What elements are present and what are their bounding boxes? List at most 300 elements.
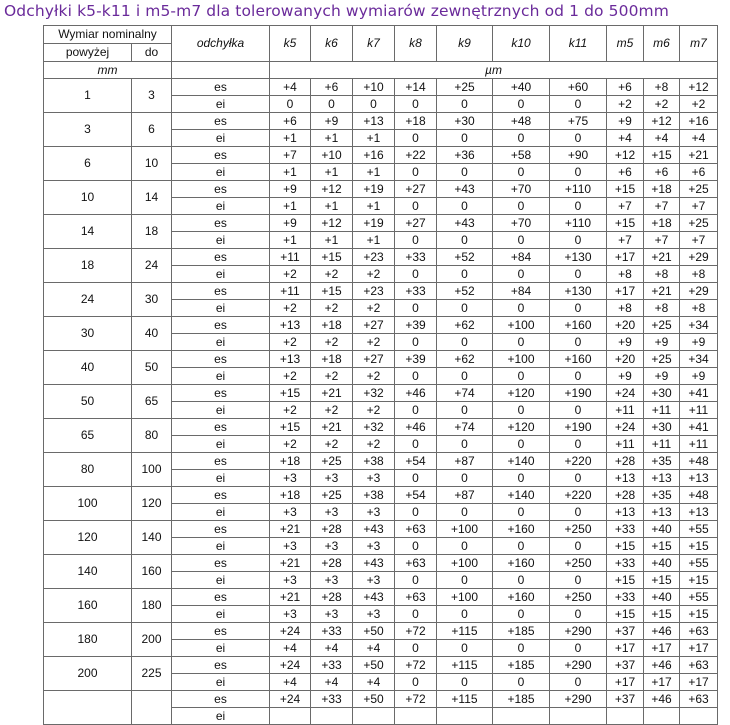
es-value-cell: +25 <box>680 215 718 232</box>
ei-value-cell: +15 <box>644 606 680 623</box>
ei-value-cell: +13 <box>607 470 644 487</box>
es-value-cell: +27 <box>353 351 395 368</box>
class-header: m7 <box>680 26 718 62</box>
ei-value-cell: +8 <box>680 266 718 283</box>
ei-value-cell: 0 <box>493 266 550 283</box>
es-value-cell: +22 <box>395 147 437 164</box>
table-row <box>44 317 718 334</box>
ei-value-cell: 0 <box>395 334 437 351</box>
ei-value-cell: 0 <box>550 164 607 181</box>
ei-value-cell: 0 <box>437 334 493 351</box>
es-value-cell: +39 <box>395 317 437 334</box>
ei-value-cell: 0 <box>437 436 493 453</box>
nominal-above-cell: 10 <box>44 181 132 215</box>
deviation-label-es: es <box>172 521 270 538</box>
es-value-cell: +41 <box>680 385 718 402</box>
es-value-cell: +140 <box>493 453 550 470</box>
ei-value-cell: +1 <box>311 164 353 181</box>
ei-value-cell: 0 <box>493 402 550 419</box>
es-value-cell: +36 <box>437 147 493 164</box>
ei-value-cell: +2 <box>353 402 395 419</box>
es-value-cell: +28 <box>311 555 353 572</box>
ei-value-cell: 0 <box>437 640 493 657</box>
deviation-label-ei: ei <box>172 538 270 555</box>
es-value-cell: +28 <box>607 487 644 504</box>
es-value-cell: +110 <box>550 181 607 198</box>
ei-value-cell: +3 <box>311 538 353 555</box>
es-value-cell: +12 <box>644 113 680 130</box>
deviation-label-ei: ei <box>172 606 270 623</box>
es-value-cell: +130 <box>550 283 607 300</box>
es-value-cell: +37 <box>607 691 644 708</box>
es-value-cell: +9 <box>311 113 353 130</box>
table-row <box>44 181 718 198</box>
ei-value-cell: 0 <box>395 572 437 589</box>
es-value-cell: +9 <box>607 113 644 130</box>
ei-value-cell: +1 <box>311 130 353 147</box>
ei-value-cell: 0 <box>395 470 437 487</box>
es-value-cell: +23 <box>353 249 395 266</box>
table-row <box>44 249 718 266</box>
es-value-cell: +25 <box>680 181 718 198</box>
ei-value-cell: +2 <box>311 334 353 351</box>
ei-value-cell: +2 <box>353 334 395 351</box>
es-value-cell: +15 <box>311 249 353 266</box>
ei-value-cell: 0 <box>437 198 493 215</box>
mm-unit-label: mm <box>44 62 172 79</box>
deviation-label-ei: ei <box>172 572 270 589</box>
es-value-cell: +185 <box>493 691 550 708</box>
ei-value-cell: +17 <box>607 674 644 691</box>
ei-value-cell: +4 <box>270 640 311 657</box>
ei-value-cell: +17 <box>644 640 680 657</box>
es-value-cell: +13 <box>270 317 311 334</box>
table-row <box>44 215 718 232</box>
ei-value-cell: +15 <box>607 606 644 623</box>
es-value-cell: +46 <box>395 385 437 402</box>
deviation-label-ei: ei <box>172 368 270 385</box>
ei-value-cell: 0 <box>493 538 550 555</box>
table-row <box>44 691 718 708</box>
deviation-label-es: es <box>172 691 270 708</box>
es-value-cell: +75 <box>550 113 607 130</box>
ei-value-cell: +9 <box>680 334 718 351</box>
ei-value-cell: 0 <box>493 606 550 623</box>
es-value-cell: +21 <box>311 385 353 402</box>
ei-value-cell: +2 <box>270 266 311 283</box>
es-value-cell: +35 <box>644 487 680 504</box>
deviation-label-es: es <box>172 215 270 232</box>
deviation-label-es: es <box>172 657 270 674</box>
es-value-cell: +21 <box>270 521 311 538</box>
ei-value-cell: 0 <box>493 368 550 385</box>
es-value-cell: +12 <box>311 181 353 198</box>
ei-value-cell <box>395 708 437 725</box>
nominal-to-cell: 120 <box>132 487 172 521</box>
es-value-cell: +24 <box>607 419 644 436</box>
nominal-to-cell: 30 <box>132 283 172 317</box>
es-value-cell: +28 <box>607 453 644 470</box>
es-value-cell: +40 <box>644 589 680 606</box>
es-value-cell: +9 <box>270 215 311 232</box>
table-row <box>44 147 718 164</box>
es-value-cell: +250 <box>550 589 607 606</box>
nominal-above-cell <box>44 691 132 725</box>
ei-value-cell: +8 <box>607 266 644 283</box>
es-value-cell: +250 <box>550 555 607 572</box>
es-value-cell: +7 <box>270 147 311 164</box>
ei-value-cell: 0 <box>550 402 607 419</box>
es-value-cell: +115 <box>437 657 493 674</box>
es-value-cell: +160 <box>550 351 607 368</box>
es-value-cell: +190 <box>550 385 607 402</box>
es-value-cell: +16 <box>680 113 718 130</box>
ei-value-cell: +7 <box>644 198 680 215</box>
ei-value-cell: +2 <box>311 368 353 385</box>
ei-value-cell: 0 <box>550 504 607 521</box>
ei-value-cell: 0 <box>493 436 550 453</box>
ei-value-cell: 0 <box>550 198 607 215</box>
es-value-cell: +55 <box>680 555 718 572</box>
deviation-label-es: es <box>172 385 270 402</box>
ei-value-cell: +7 <box>644 232 680 249</box>
ei-value-cell: 0 <box>550 232 607 249</box>
deviation-label-ei: ei <box>172 96 270 113</box>
nominal-to-cell <box>132 691 172 725</box>
ei-value-cell: 0 <box>395 368 437 385</box>
deviation-label-ei: ei <box>172 640 270 657</box>
ei-value-cell: 0 <box>311 96 353 113</box>
tolerance-table-wrapper <box>43 25 718 725</box>
ei-value-cell: +4 <box>311 640 353 657</box>
ei-value-cell: 0 <box>395 640 437 657</box>
nominal-above-cell: 30 <box>44 317 132 351</box>
ei-value-cell: +2 <box>311 266 353 283</box>
es-value-cell: +40 <box>493 79 550 96</box>
table-row <box>44 351 718 368</box>
es-value-cell: +120 <box>493 419 550 436</box>
ei-value-cell: +17 <box>607 640 644 657</box>
deviation-label-ei: ei <box>172 334 270 351</box>
ei-value-cell: 0 <box>550 368 607 385</box>
deviation-label-es: es <box>172 181 270 198</box>
es-value-cell: +24 <box>270 691 311 708</box>
table-row <box>44 657 718 674</box>
ei-value-cell: 0 <box>395 96 437 113</box>
ei-value-cell: +8 <box>644 266 680 283</box>
es-value-cell: +130 <box>550 249 607 266</box>
ei-value-cell: 0 <box>550 300 607 317</box>
es-value-cell: +100 <box>493 351 550 368</box>
es-value-cell: +28 <box>311 589 353 606</box>
table-row <box>44 419 718 436</box>
tolerance-table-body <box>44 79 718 725</box>
ei-value-cell: 0 <box>395 538 437 555</box>
ei-value-cell: +2 <box>311 300 353 317</box>
ei-value-cell: +1 <box>270 164 311 181</box>
ei-value-cell: +7 <box>607 198 644 215</box>
deviation-label-es: es <box>172 79 270 96</box>
ei-value-cell: +15 <box>680 538 718 555</box>
ei-value-cell: +15 <box>607 572 644 589</box>
class-header: k5 <box>270 26 311 62</box>
ei-value-cell: +7 <box>680 232 718 249</box>
ei-value-cell: +9 <box>607 368 644 385</box>
es-value-cell: +43 <box>437 215 493 232</box>
es-value-cell: +52 <box>437 249 493 266</box>
ei-value-cell: +3 <box>270 606 311 623</box>
es-value-cell: +21 <box>680 147 718 164</box>
class-header: k10 <box>493 26 550 62</box>
ei-value-cell: 0 <box>493 470 550 487</box>
ei-value-cell: +11 <box>607 436 644 453</box>
ei-value-cell: +11 <box>680 436 718 453</box>
nominal-above-cell: 65 <box>44 419 132 453</box>
es-value-cell: +37 <box>607 657 644 674</box>
es-value-cell: +115 <box>437 691 493 708</box>
ei-value-cell: +2 <box>311 402 353 419</box>
ei-value-cell: +15 <box>680 606 718 623</box>
es-value-cell: +6 <box>607 79 644 96</box>
es-value-cell: +250 <box>550 521 607 538</box>
es-value-cell: +27 <box>353 317 395 334</box>
es-value-cell: +58 <box>493 147 550 164</box>
es-value-cell: +46 <box>644 657 680 674</box>
es-value-cell: +62 <box>437 351 493 368</box>
es-value-cell: +16 <box>353 147 395 164</box>
nominal-above-cell: 120 <box>44 521 132 555</box>
ei-value-cell: 0 <box>395 198 437 215</box>
ei-value-cell: 0 <box>395 674 437 691</box>
es-value-cell: +185 <box>493 657 550 674</box>
es-value-cell: +24 <box>270 623 311 640</box>
es-value-cell: +87 <box>437 453 493 470</box>
ei-value-cell: 0 <box>437 470 493 487</box>
nominal-to-cell: 160 <box>132 555 172 589</box>
es-value-cell: +100 <box>437 555 493 572</box>
ei-value-cell: 0 <box>550 606 607 623</box>
ei-value-cell: +8 <box>607 300 644 317</box>
nominal-to-cell: 100 <box>132 453 172 487</box>
es-value-cell: +70 <box>493 181 550 198</box>
ei-value-cell: 0 <box>437 402 493 419</box>
ei-value-cell: +2 <box>353 266 395 283</box>
ei-value-cell: +8 <box>644 300 680 317</box>
es-value-cell: +27 <box>395 181 437 198</box>
es-value-cell: +115 <box>437 623 493 640</box>
ei-value-cell: 0 <box>353 96 395 113</box>
es-value-cell: +55 <box>680 589 718 606</box>
es-value-cell: +50 <box>353 691 395 708</box>
class-header: k11 <box>550 26 607 62</box>
table-row <box>44 521 718 538</box>
es-value-cell: +74 <box>437 419 493 436</box>
nominal-above-cell: 6 <box>44 147 132 181</box>
ei-value-cell: 0 <box>437 572 493 589</box>
es-value-cell: +34 <box>680 317 718 334</box>
nominal-to-cell: 18 <box>132 215 172 249</box>
ei-value-cell: +2 <box>270 368 311 385</box>
table-row <box>44 385 718 402</box>
class-header: k6 <box>311 26 353 62</box>
ei-value-cell: +2 <box>270 402 311 419</box>
class-header: m5 <box>607 26 644 62</box>
ei-value-cell: +1 <box>311 198 353 215</box>
es-value-cell: +140 <box>493 487 550 504</box>
es-value-cell: +30 <box>644 419 680 436</box>
above-header: powyżej <box>44 44 132 62</box>
deviation-label-es: es <box>172 351 270 368</box>
ei-value-cell: 0 <box>437 232 493 249</box>
ei-value-cell: 0 <box>395 300 437 317</box>
deviation-label-ei: ei <box>172 674 270 691</box>
es-value-cell: +37 <box>607 623 644 640</box>
es-value-cell: +54 <box>395 453 437 470</box>
ei-value-cell: +9 <box>680 368 718 385</box>
es-value-cell: +15 <box>607 215 644 232</box>
es-value-cell: +24 <box>270 657 311 674</box>
nominal-to-cell: 80 <box>132 419 172 453</box>
deviation-label-ei: ei <box>172 300 270 317</box>
ei-value-cell: 0 <box>270 96 311 113</box>
es-value-cell: +87 <box>437 487 493 504</box>
ei-value-cell: 0 <box>493 674 550 691</box>
es-value-cell: +290 <box>550 657 607 674</box>
nominal-above-cell: 24 <box>44 283 132 317</box>
es-value-cell: +17 <box>607 249 644 266</box>
es-value-cell: +21 <box>644 283 680 300</box>
class-header: m6 <box>644 26 680 62</box>
ei-value-cell: +11 <box>680 402 718 419</box>
es-value-cell: +290 <box>550 691 607 708</box>
ei-value-cell: +1 <box>270 198 311 215</box>
ei-value-cell: 0 <box>437 368 493 385</box>
deviation-label-es: es <box>172 453 270 470</box>
ei-value-cell: 0 <box>437 164 493 181</box>
nominal-above-cell: 180 <box>44 623 132 657</box>
ei-value-cell: +2 <box>270 436 311 453</box>
es-value-cell: +21 <box>270 589 311 606</box>
ei-value-cell: +11 <box>644 436 680 453</box>
es-value-cell: +15 <box>311 283 353 300</box>
table-row <box>44 113 718 130</box>
es-value-cell: +46 <box>644 623 680 640</box>
ei-value-cell: +3 <box>270 572 311 589</box>
nominal-above-cell: 80 <box>44 453 132 487</box>
ei-value-cell: +4 <box>353 674 395 691</box>
es-value-cell: +33 <box>607 555 644 572</box>
ei-value-cell <box>550 708 607 725</box>
deviation-label-es: es <box>172 487 270 504</box>
es-value-cell: +63 <box>680 657 718 674</box>
ei-value-cell: +4 <box>607 130 644 147</box>
deviation-label-es: es <box>172 419 270 436</box>
es-value-cell: +15 <box>644 147 680 164</box>
es-value-cell: +33 <box>607 589 644 606</box>
deviation-label-es: es <box>172 317 270 334</box>
um-unit-label: µm <box>270 62 718 79</box>
ei-value-cell <box>353 708 395 725</box>
ei-value-cell: 0 <box>550 96 607 113</box>
ei-value-cell <box>493 708 550 725</box>
ei-value-cell: +1 <box>270 232 311 249</box>
deviation-header: odchyłka <box>172 26 270 62</box>
es-value-cell: +30 <box>644 385 680 402</box>
es-value-cell: +160 <box>493 589 550 606</box>
es-value-cell: +11 <box>270 283 311 300</box>
deviation-label-es: es <box>172 147 270 164</box>
ei-value-cell: 0 <box>437 504 493 521</box>
es-value-cell: +46 <box>395 419 437 436</box>
deviation-label-ei: ei <box>172 130 270 147</box>
nominal-to-cell: 225 <box>132 657 172 691</box>
ei-value-cell: +2 <box>607 96 644 113</box>
ei-value-cell: +13 <box>680 504 718 521</box>
deviation-label-ei: ei <box>172 198 270 215</box>
class-header: k7 <box>353 26 395 62</box>
es-value-cell: +40 <box>644 555 680 572</box>
es-value-cell: +46 <box>644 691 680 708</box>
ei-value-cell: 0 <box>437 130 493 147</box>
es-value-cell: +290 <box>550 623 607 640</box>
ei-value-cell: +3 <box>353 470 395 487</box>
es-value-cell: +52 <box>437 283 493 300</box>
es-value-cell: +72 <box>395 691 437 708</box>
deviation-label-es: es <box>172 249 270 266</box>
class-header: k8 <box>395 26 437 62</box>
es-value-cell: +23 <box>353 283 395 300</box>
ei-value-cell: +1 <box>353 232 395 249</box>
ei-value-cell: 0 <box>493 504 550 521</box>
ei-value-cell: +3 <box>353 606 395 623</box>
es-value-cell: +54 <box>395 487 437 504</box>
ei-value-cell: +4 <box>353 640 395 657</box>
ei-value-cell: 0 <box>550 674 607 691</box>
es-value-cell: +10 <box>353 79 395 96</box>
es-value-cell: +33 <box>395 249 437 266</box>
ei-value-cell: 0 <box>550 640 607 657</box>
tolerance-table <box>43 25 718 725</box>
deviation-spacer <box>172 62 270 79</box>
ei-value-cell: +2 <box>270 334 311 351</box>
ei-value-cell: +1 <box>311 232 353 249</box>
ei-value-cell: +2 <box>270 300 311 317</box>
es-value-cell: +33 <box>311 657 353 674</box>
es-value-cell: +14 <box>395 79 437 96</box>
ei-value-cell: +7 <box>607 232 644 249</box>
es-value-cell: +28 <box>311 521 353 538</box>
ei-value-cell <box>644 708 680 725</box>
es-value-cell: +18 <box>311 351 353 368</box>
es-value-cell: +12 <box>311 215 353 232</box>
ei-value-cell: 0 <box>395 436 437 453</box>
nominal-above-cell: 140 <box>44 555 132 589</box>
ei-value-cell: +1 <box>353 198 395 215</box>
ei-value-cell: 0 <box>493 334 550 351</box>
es-value-cell: +160 <box>493 521 550 538</box>
ei-value-cell: 0 <box>437 300 493 317</box>
ei-value-cell: 0 <box>395 266 437 283</box>
es-value-cell: +15 <box>270 419 311 436</box>
deviation-label-ei: ei <box>172 504 270 521</box>
table-row <box>44 283 718 300</box>
ei-value-cell: +2 <box>644 96 680 113</box>
ei-value-cell: 0 <box>493 198 550 215</box>
ei-value-cell: +6 <box>680 164 718 181</box>
to-header: do <box>132 44 172 62</box>
es-value-cell: +40 <box>644 521 680 538</box>
ei-value-cell: +3 <box>270 504 311 521</box>
